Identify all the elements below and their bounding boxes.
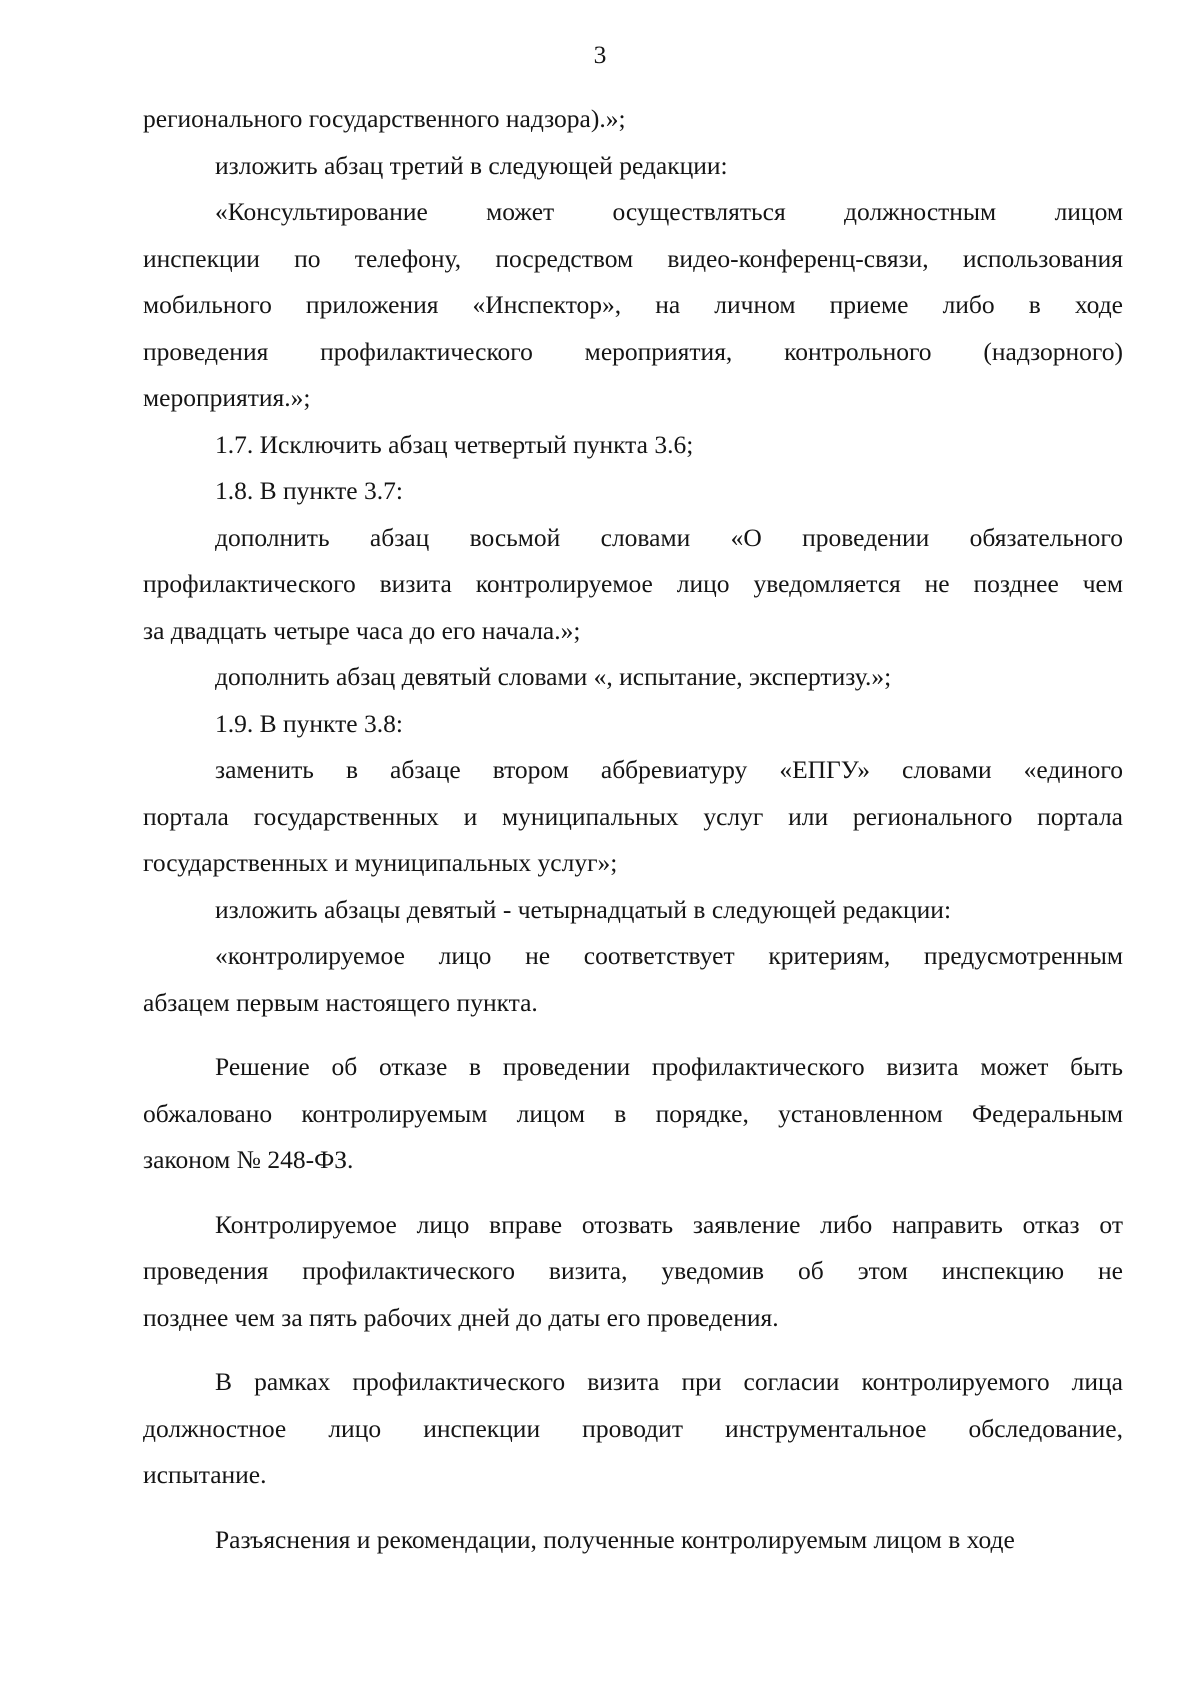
text-line: Решение об отказе в проведении профилактического визита может быть [215,1052,1123,1081]
text-line: испытание. [143,1460,267,1489]
text-line: проведения профилактического визита, уведомив об этом инспекцию не [143,1256,1123,1285]
text-line: 1.8. В пункте 3.7: [215,476,403,505]
text-line: Разъяснения и рекомендации, полученные контролируемым лицом в ходе [215,1524,1015,1554]
text-line: портала государственных и муниципальных услуг или регионального портала [143,801,1123,831]
paragraph [143,1202,1123,1342]
paragraph-gap [143,1026,1123,1044]
text-line: мероприятия.»; [143,383,311,412]
text-line: проведения профилактического мероприятия, контрольного (надзорного) [143,336,1123,366]
text-line: Контролируемое лицо вправе отозвать заявление либо направить отказ от [215,1209,1123,1239]
paragraph [143,468,1123,515]
paragraph [143,189,1123,422]
paragraph [143,515,1123,655]
text-line: законом № 248-ФЗ. [143,1145,354,1174]
page-number: 3 [593,40,607,69]
paragraph [143,1044,1123,1184]
paragraph [143,1517,1123,1564]
text-line: изложить абзацы девятый - четырнадцатый в следующей редакции: [215,894,952,924]
text-line: заменить в абзаце втором аббревиатуру «ЕПГУ» словами «единого [215,755,1123,784]
paragraph [143,422,1123,469]
text-line: 1.9. В пункте 3.8: [215,708,403,738]
paragraph [143,887,1123,934]
paragraph-gap [143,1184,1123,1202]
text-line: абзацем первым настоящего пункта. [143,987,538,1017]
text-line: инспекции по телефону, посредством видео-конференц-связи, использования [143,243,1123,273]
text-line: дополнить абзац восьмой словами «О проведении обязательного [215,522,1123,552]
paragraph [143,143,1123,190]
text-line: должностное лицо инспекции проводит инструментальное обследование, [143,1413,1123,1443]
text-line: обжаловано контролируемым лицом в порядке, установленном Федеральным [143,1098,1123,1128]
text-line: регионального государственного надзора).»; [143,104,626,133]
text-line: В рамках профилактического визита при согласии контролируемого лица [215,1367,1123,1396]
paragraph-gap [143,1499,1123,1517]
text-line: за двадцать четыре часа до его начала.»; [143,615,581,645]
text-line: дополнить абзац девятый словами «, испытание, экспертизу.»; [215,662,892,691]
paragraph [143,933,1123,1026]
text-line: мобильного приложения «Инспектор», на личном приеме либо в ходе [143,290,1123,319]
text-line: позднее чем за пять рабочих дней до даты его проведения. [143,1302,779,1332]
text-line: изложить абзац третий в следующей редакции: [215,150,728,180]
document-body [143,96,1123,1563]
paragraph-gap [143,1341,1123,1359]
paragraph [143,747,1123,887]
text-line: 1.7. Исключить абзац четвертый пункта 3.6; [215,429,694,459]
paragraph [143,654,1123,701]
text-line: государственных и муниципальных услуг»; [143,848,618,877]
paragraph [143,701,1123,748]
paragraph [143,96,1123,143]
text-line: «контролируемое лицо не соответствует критериям, предусмотренным [215,941,1123,970]
text-line: «Консультирование может осуществляться должностным лицом [215,197,1123,226]
text-line: профилактического визита контролируемое лицо уведомляется не позднее чем [143,569,1123,598]
paragraph [143,1359,1123,1499]
